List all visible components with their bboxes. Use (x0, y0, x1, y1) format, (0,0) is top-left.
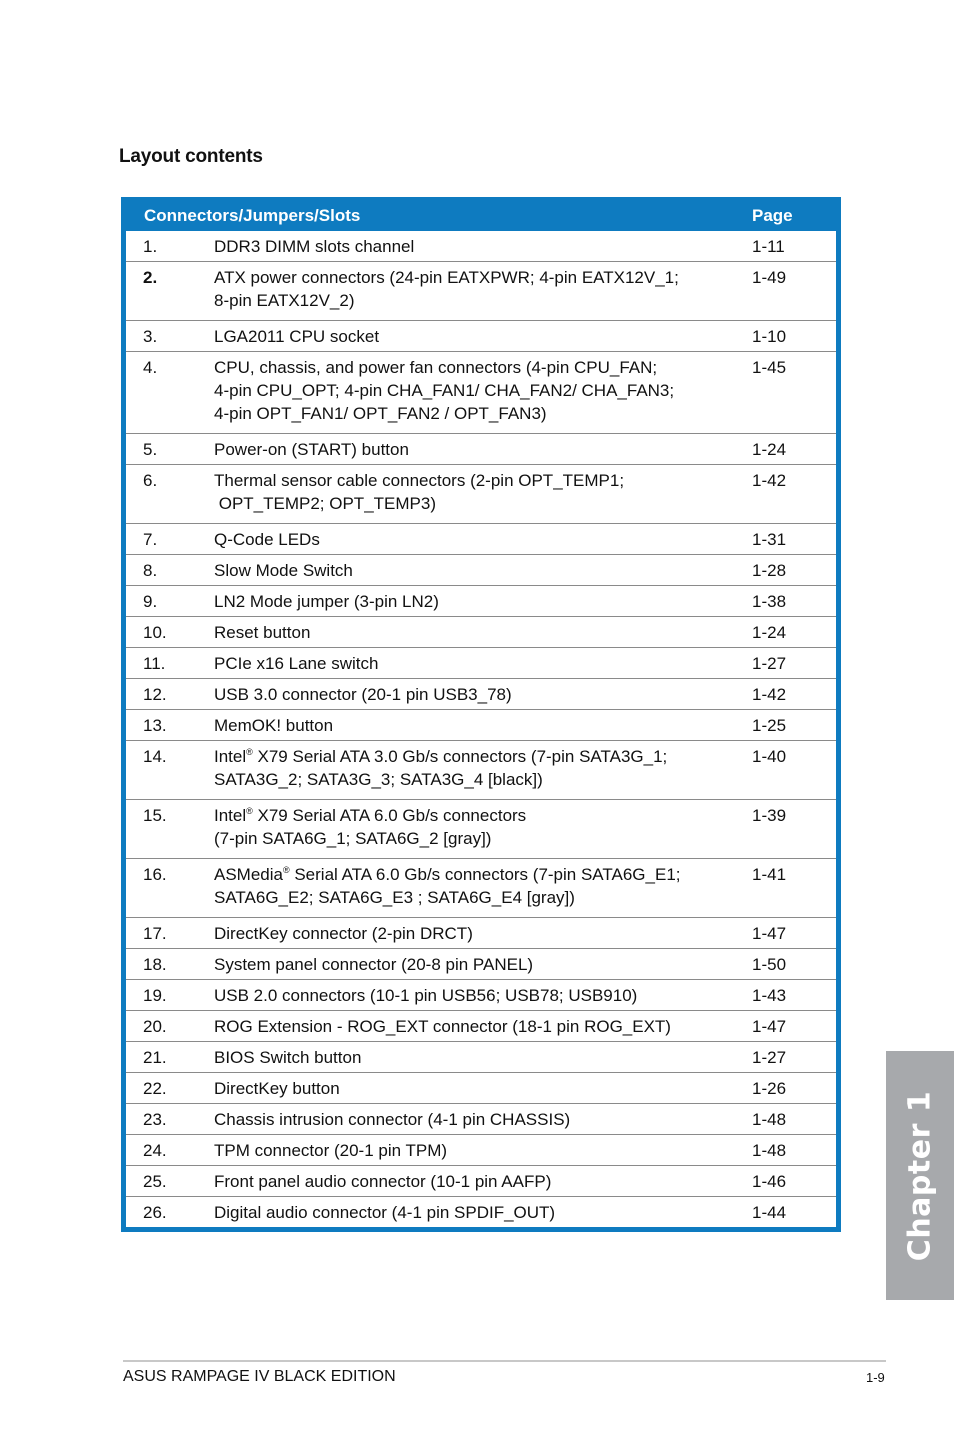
row-number: 11. (143, 654, 166, 673)
table-row (126, 554, 836, 585)
description-line: DirectKey connector (2-pin DRCT) (214, 924, 473, 943)
row-page: 1-42 (752, 471, 787, 490)
row-number: 20. (143, 1017, 167, 1036)
row-description (213, 1015, 735, 1038)
row-number: 14. (143, 747, 167, 766)
description-line: USB 3.0 connector (20-1 pin USB3_78) (214, 685, 512, 704)
row-description (213, 559, 735, 582)
row-number: 8. (143, 561, 158, 580)
row-page: 1-48 (752, 1141, 787, 1160)
row-description (213, 714, 735, 737)
row-number: 24. (143, 1141, 167, 1160)
row-page: 1-24 (752, 440, 787, 459)
description-line (214, 745, 735, 768)
table-row (126, 799, 836, 858)
table-row (126, 1010, 836, 1041)
chapter-tab-label: Chapter 1 (902, 1090, 938, 1261)
row-number: 23. (143, 1110, 167, 1129)
brand-name: ASMedia (214, 865, 283, 884)
row-number: 13. (143, 716, 167, 735)
layout-contents-table (121, 197, 841, 1232)
row-number: 12. (143, 685, 167, 704)
description-line: 4-pin OPT_FAN1/ OPT_FAN2 / OPT_FAN3) (214, 404, 547, 423)
row-page: 1-44 (752, 1203, 787, 1222)
row-description (213, 1201, 735, 1224)
description-line: SATA3G_2; SATA3G_3; SATA3G_4 [black]) (214, 770, 543, 789)
description-line: SATA6G_E2; SATA6G_E3 ; SATA6G_E4 [gray]) (214, 888, 575, 907)
row-page: 1-28 (752, 561, 787, 580)
row-description (213, 683, 735, 706)
table-row (126, 585, 836, 616)
table-row (126, 523, 836, 554)
row-number: 22. (143, 1079, 167, 1098)
row-page: 1-25 (752, 716, 787, 735)
row-page: 1-50 (752, 955, 787, 974)
table-row (126, 740, 836, 799)
section-title: Layout contents (119, 146, 263, 167)
description-line (214, 863, 735, 886)
row-description (213, 1108, 735, 1131)
table-row (126, 1165, 836, 1196)
table-row (126, 647, 836, 678)
description-line: DDR3 DIMM slots channel (214, 237, 415, 256)
row-page: 1-47 (752, 924, 787, 943)
row-description (213, 325, 735, 348)
row-number: 16. (143, 865, 167, 884)
header-label: Connectors/Jumpers/Slots (144, 206, 361, 225)
row-page: 1-27 (752, 1048, 787, 1067)
description-line: DirectKey button (214, 1079, 340, 1098)
description-line: BIOS Switch button (214, 1048, 362, 1067)
row-description (213, 1139, 735, 1162)
row-number: 7. (143, 530, 158, 549)
row-number: 6. (143, 471, 158, 490)
registered-mark: ® (282, 865, 290, 875)
description-line: Digital audio connector (4-1 pin SPDIF_OUT) (214, 1203, 556, 1222)
table-row (126, 709, 836, 740)
row-number: 15. (143, 806, 167, 825)
row-description (213, 953, 735, 976)
table-row (126, 261, 836, 320)
row-page: 1-24 (752, 623, 787, 642)
chapter-tab (886, 1051, 954, 1300)
row-description (213, 438, 735, 461)
description-line: CPU, chassis, and power fan connectors (4-pin CPU_FAN; (214, 358, 658, 377)
row-number: 26. (143, 1203, 167, 1222)
table-row (126, 1196, 836, 1227)
description-line: Thermal sensor cable connectors (2-pin OPT_TEMP1; (214, 471, 625, 490)
description-line: MemOK! button (214, 716, 334, 735)
description-line: Front panel audio connector (10-1 pin AAFP) (214, 1172, 552, 1191)
row-number: 25. (143, 1172, 167, 1191)
table-row (126, 320, 836, 351)
description-line: Slow Mode Switch (214, 561, 353, 580)
footer-product-name: ASUS RAMPAGE IV BLACK EDITION (123, 1368, 396, 1385)
row-number: 19. (143, 986, 167, 1005)
description-text: X79 Serial ATA 3.0 Gb/s connectors (7-pin SATA3G_1; (252, 747, 668, 766)
row-description (213, 922, 735, 945)
table-row (126, 1134, 836, 1165)
row-description (213, 652, 735, 675)
description-text: Serial ATA 6.0 Gb/s connectors (7-pin SATA6G_E1; (289, 865, 681, 884)
table-row (126, 917, 836, 948)
row-description (213, 804, 735, 850)
row-number: 18. (143, 955, 167, 974)
row-description (213, 469, 735, 515)
footer-divider (123, 1360, 886, 1362)
row-page: 1-31 (752, 530, 787, 549)
row-page: 1-10 (752, 327, 787, 346)
row-number: 10. (143, 623, 167, 642)
footer-page-number: 1-9 (866, 1370, 885, 1385)
row-description (213, 1077, 735, 1100)
row-page: 1-38 (752, 592, 787, 611)
row-page: 1-45 (752, 358, 787, 377)
description-text: X79 Serial ATA 6.0 Gb/s connectors (252, 806, 527, 825)
row-number: 9. (143, 592, 158, 611)
row-page: 1-40 (752, 747, 787, 766)
row-description (213, 984, 735, 1007)
row-page: 1-43 (752, 986, 787, 1005)
row-description (213, 1170, 735, 1193)
row-description (213, 356, 735, 425)
description-line: TPM connector (20-1 pin TPM) (214, 1141, 448, 1160)
row-page: 1-39 (752, 806, 787, 825)
table-row (126, 1041, 836, 1072)
row-page: 1-48 (752, 1110, 787, 1129)
row-number: 4. (143, 358, 158, 377)
description-line: Power-on (START) button (214, 440, 409, 459)
table-row (126, 616, 836, 647)
row-description (213, 1046, 735, 1069)
row-page: 1-11 (752, 237, 785, 256)
table-row (126, 464, 836, 523)
description-line: USB 2.0 connectors (10-1 pin USB56; USB78; USB910) (214, 986, 638, 1005)
row-description (213, 528, 735, 551)
row-page: 1-46 (752, 1172, 787, 1191)
registered-mark: ® (246, 747, 253, 757)
row-number: 21. (143, 1048, 167, 1067)
description-line: LGA2011 CPU socket (214, 327, 380, 346)
table-row (126, 433, 836, 464)
brand-name: Intel (214, 806, 247, 825)
row-description (213, 621, 735, 644)
registered-mark: ® (246, 806, 253, 816)
row-number: 1. (143, 237, 158, 256)
table-row (126, 1103, 836, 1134)
description-line: OPT_TEMP2; OPT_TEMP3) (214, 494, 436, 513)
table-row (126, 979, 836, 1010)
row-description (213, 235, 735, 258)
description-line: System panel connector (20-8 pin PANEL) (214, 955, 534, 974)
row-number: 3. (143, 327, 158, 346)
table-row (126, 858, 836, 917)
table-row (126, 1072, 836, 1103)
row-page: 1-49 (752, 268, 787, 287)
description-line: Chassis intrusion connector (4-1 pin CHASSIS) (214, 1110, 571, 1129)
row-description (213, 590, 735, 613)
row-number: 2. (143, 268, 158, 287)
table-body (126, 231, 836, 1227)
row-page: 1-47 (752, 1017, 787, 1036)
row-page: 1-42 (752, 685, 787, 704)
description-line: 8-pin EATX12V_2) (214, 291, 355, 310)
row-number: 5. (143, 440, 158, 459)
description-line: Q-Code LEDs (214, 530, 320, 549)
description-line: ROG Extension - ROG_EXT connector (18-1 pin ROG_EXT) (214, 1017, 671, 1036)
table-row (126, 351, 836, 433)
table-row (126, 231, 836, 261)
row-page: 1-27 (752, 654, 787, 673)
table-row (126, 948, 836, 979)
description-line: (7-pin SATA6G_1; SATA6G_2 [gray]) (214, 829, 492, 848)
row-description (213, 745, 735, 791)
header-page: Page (752, 206, 793, 225)
row-page: 1-41 (752, 865, 787, 884)
row-description (213, 863, 735, 909)
description-line: 4-pin CPU_OPT; 4-pin CHA_FAN1/ CHA_FAN2/ CHA_FAN3; (214, 381, 675, 400)
description-line: Reset button (214, 623, 311, 642)
description-line: LN2 Mode jumper (3-pin LN2) (214, 592, 439, 611)
description-line (214, 804, 735, 827)
row-description (213, 266, 735, 312)
row-page: 1-26 (752, 1079, 787, 1098)
brand-name: Intel (214, 747, 247, 766)
description-line: PCIe x16 Lane switch (214, 654, 379, 673)
row-number: 17. (143, 924, 167, 943)
table-header (126, 197, 836, 231)
table-row (126, 678, 836, 709)
description-line: ATX power connectors (24-pin EATXPWR; 4-pin EATX12V_1; (214, 268, 679, 287)
